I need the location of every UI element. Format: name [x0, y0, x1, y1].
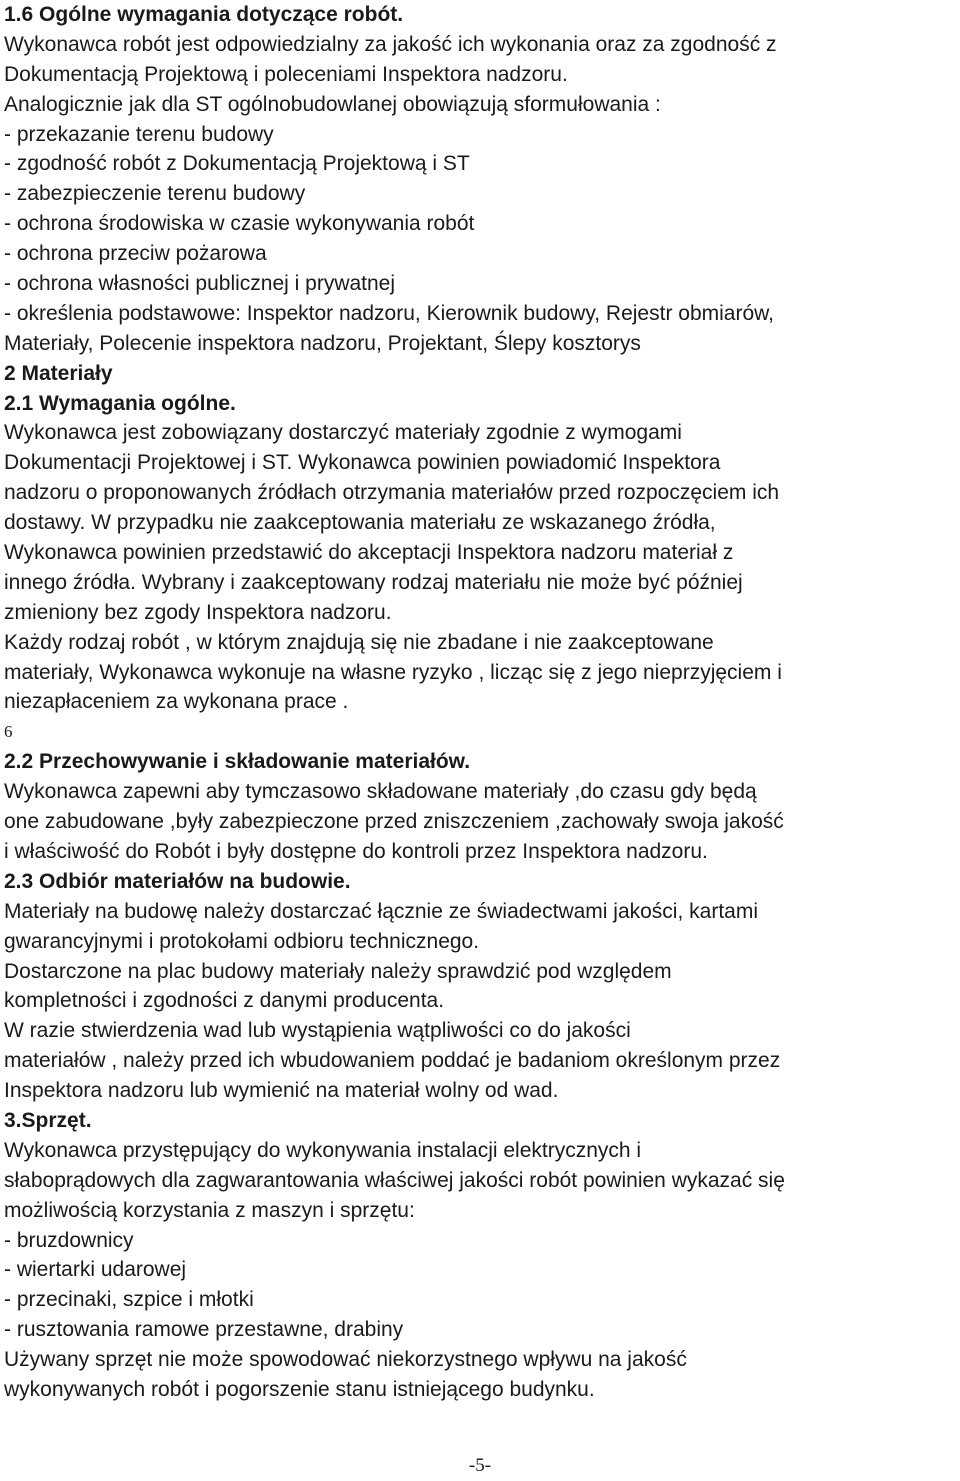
text-line: one zabudowane ,były zabezpieczone przed zniszczeniem ,zachowały swoja jakość — [4, 810, 784, 834]
text-line: Używany sprzęt nie może spowodować niekorzystnego wpływu na jakość — [4, 1348, 687, 1372]
text-line: materiałów , należy przed ich wbudowaniem poddać je badaniom określonym przez — [4, 1049, 781, 1073]
text-line: Dokumentacją Projektową i poleceniami Inspektora nadzoru. — [4, 62, 568, 86]
text-line: możliwością korzystania z maszyn i sprzętu: — [4, 1198, 415, 1222]
page-number: -5- — [468, 1455, 492, 1476]
text-line: - ochrona własności publicznej i prywatnej — [4, 272, 396, 296]
text-line: - zabezpieczenie terenu budowy — [4, 182, 306, 206]
text-line: innego źródła. Wybrany i zaakceptowany rodzaj materiału nie może być później — [4, 570, 743, 594]
text-line: - określenia podstawowe: Inspektor nadzoru, Kierownik budowy, Rejestr obmiarów, — [4, 301, 774, 325]
text-line: Analogicznie jak dla ST ogólnobudowlanej obowiązują sformułowania : — [4, 92, 661, 116]
text-line: 6 — [4, 722, 13, 742]
text-line: - przekazanie terenu budowy — [4, 122, 274, 146]
text-line: dostawy. W przypadku nie zaakceptowania materiału ze wskazanego źródła, — [4, 511, 716, 535]
text-line: Wykonawca powinien przedstawić do akceptacji Inspektora nadzoru materiał z — [4, 541, 734, 565]
text-line: i właściwość do Robót i były dostępne do kontroli przez Inspektora nadzoru. — [4, 839, 708, 863]
text-line: - rusztowania ramowe przestawne, drabiny — [4, 1318, 404, 1342]
section-heading: 3.Sprzęt. — [4, 1108, 92, 1132]
text-line: niezapłaceniem za wykonana prace . — [4, 690, 349, 714]
text-line: Inspektora nadzoru lub wymienić na materiał wolny od wad. — [4, 1079, 559, 1103]
text-line: - zgodność robót z Dokumentacją Projektową i ST — [4, 152, 470, 176]
text-line: Wykonawca robót jest odpowiedzialny za jakość ich wykonania oraz za zgodność z — [4, 32, 777, 56]
section-heading: 2.1 Wymagania ogólne. — [4, 391, 236, 415]
text-line: Materiały, Polecenie inspektora nadzoru, Projektant, Ślepy kosztorys — [4, 331, 641, 355]
text-line: W razie stwierdzenia wad lub wystąpienia wątpliwości co do jakości — [4, 1019, 631, 1043]
text-line: Wykonawca zapewni aby tymczasowo składowane materiały ,do czasu gdy będą — [4, 780, 757, 804]
text-line: kompletności i zgodności z danymi producenta. — [4, 989, 445, 1013]
text-line: - przecinaki, szpice i młotki — [4, 1288, 254, 1312]
text-line: - ochrona przeciw pożarowa — [4, 242, 267, 266]
text-line: Wykonawca przystępujący do wykonywania instalacji elektrycznych i — [4, 1138, 642, 1162]
text-line: zmieniony bez zgody Inspektora nadzoru. — [4, 600, 392, 624]
text-line: Każdy rodzaj robót , w którym znajdują się nie zbadane i nie zaakceptowane — [4, 630, 714, 654]
text-line: - bruzdownicy — [4, 1228, 134, 1252]
text-line: Materiały na budowę należy dostarczać łącznie ze świadectwami jakości, kartami — [4, 899, 758, 923]
text-line: gwarancyjnymi i protokołami odbioru technicznego. — [4, 929, 480, 953]
text-line: nadzoru o proponowanych źródłach otrzymania materiałów przed rozpoczęciem ich — [4, 481, 780, 505]
text-line: Dokumentacji Projektowej i ST. Wykonawca powinien powiadomić Inspektora — [4, 451, 721, 475]
text-line: wykonywanych robót i pogorszenie stanu istniejącego budynku. — [4, 1377, 595, 1401]
document-body — [4, 0, 956, 1405]
text-line: słaboprądowych dla zagwarantowania właściwej jakości robót powinien wykazać się — [4, 1168, 785, 1192]
text-line: Dostarczone na plac budowy materiały należy sprawdzić pod względem — [4, 959, 672, 983]
section-heading: 1.6 Ogólne wymagania dotyczące robót. — [4, 3, 404, 26]
text-line: - ochrona środowiska w czasie wykonywania robót — [4, 212, 475, 236]
text-line: - wiertarki udarowej — [4, 1258, 187, 1282]
section-heading: 2.3 Odbiór materiałów na budowie. — [4, 869, 351, 893]
text-line: Wykonawca jest zobowiązany dostarczyć materiały zgodnie z wymogami — [4, 421, 682, 445]
text-line: materiały, Wykonawca wykonuje na własne ryzyko , licząc się z jego nieprzyjęciem i — [4, 660, 782, 684]
section-heading: 2 Materiały — [4, 361, 113, 385]
section-heading: 2.2 Przechowywanie i składowanie materiałów. — [4, 750, 471, 774]
